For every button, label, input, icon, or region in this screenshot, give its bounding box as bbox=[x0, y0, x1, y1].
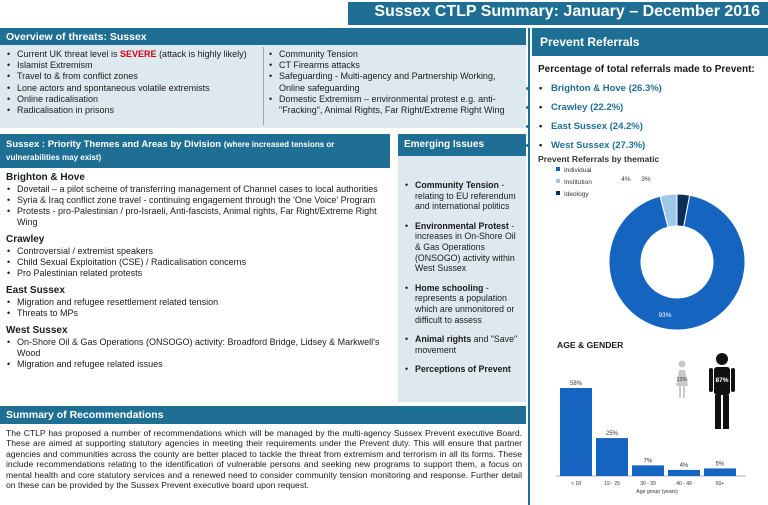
male-arm-left bbox=[709, 368, 713, 392]
legend-swatch-institution bbox=[556, 179, 560, 183]
male-arm-right bbox=[731, 368, 735, 392]
age-bar bbox=[632, 465, 664, 476]
emerging-header: Emerging Issues bbox=[398, 134, 526, 156]
division-list bbox=[6, 297, 386, 319]
division-block bbox=[6, 234, 386, 279]
legend-label-ideology: Ideology bbox=[564, 191, 589, 198]
division-block bbox=[6, 325, 386, 370]
referrals-header: Prevent Referrals bbox=[532, 28, 768, 56]
overview-item-text: Current UK threat level is bbox=[17, 49, 121, 59]
age-tick-label: 40 - 49 bbox=[676, 481, 692, 487]
emerging-item bbox=[404, 180, 521, 212]
overview-panel bbox=[0, 28, 526, 128]
recommendations-header: Summary of Recommendations bbox=[0, 406, 526, 424]
overview-item-text: Radicalisation in prisons bbox=[17, 105, 115, 116]
thematic-donut-chart bbox=[532, 160, 768, 335]
overview-left-list bbox=[6, 49, 261, 116]
male-leg-left bbox=[715, 395, 721, 429]
recommendations-text: The CTLP has proposed a number of recommendations which will be managed by the multi-agency Sussex Prevent executive Board. These are aimed at supporting statutory agencies in meeting their requirements under the Prevent duty. This will ensure that partner agencies and communities across the county are better placed to tackle the threat from extremism and terrorism in all its forms. These include recommendations relating to the identification of vulnerable persons and seeking new programs to support them, a focus on mental health and core statutory services and a renewed need to consider community tension monitoring and response. Further detail on these can be provided by the Sussex Prevent executive board upon request. bbox=[6, 428, 522, 491]
overview-divider bbox=[263, 47, 264, 125]
division-name: West Sussex bbox=[6, 325, 68, 336]
overview-item bbox=[6, 105, 261, 116]
male-head bbox=[716, 353, 728, 365]
overview-item: • Community Tension bbox=[268, 49, 520, 60]
title-bar bbox=[0, 0, 768, 27]
division-name: Crawley bbox=[6, 234, 45, 245]
overview-item bbox=[6, 49, 261, 60]
age-bar bbox=[704, 468, 736, 476]
division-item: • Syria & Iraq conflict zone travel - continuing engagement through the 'One Voice' Program bbox=[6, 195, 386, 206]
referrals-subtitle: Percentage of total referrals made to Prevent: bbox=[538, 64, 755, 75]
division-block bbox=[6, 285, 386, 319]
female-leg-left bbox=[679, 386, 681, 398]
division-list bbox=[6, 184, 386, 228]
age-bar-label: 5% bbox=[715, 461, 725, 468]
male-figure-icon bbox=[709, 353, 735, 429]
overview-item-text: (attack is highly likely) bbox=[156, 49, 247, 59]
donut-label-institution: 4% bbox=[621, 176, 631, 183]
emerging-item-text: - increases in On-Shore Oil & Gas Operations (ONSOGO) activity within West Sussex bbox=[415, 220, 516, 274]
overview-item: • Domestic Extremism – environmental protest e.g. anti-"Fracking", Animal Rights, Far Right/Extreme Right Wing bbox=[268, 94, 520, 116]
age-bar-label: 58% bbox=[569, 381, 583, 387]
legend-label-individual: Individual bbox=[564, 167, 592, 174]
division-name: Brighton & Hove bbox=[6, 172, 85, 183]
age-x-axis-label: Age group (years) bbox=[636, 489, 678, 495]
age-bar-label: 25% bbox=[605, 431, 619, 438]
division-list bbox=[6, 337, 386, 370]
division-item: • Dovetail – a pilot scheme of transferring management of Channel cases to local authorities bbox=[6, 184, 386, 195]
emerging-item bbox=[404, 364, 521, 375]
age-bar-chart bbox=[532, 350, 768, 505]
overview-item-text: Travel to & from conflict zones bbox=[17, 71, 138, 82]
division-item: • Migration and refugee related issues bbox=[6, 359, 386, 370]
emerging-list bbox=[404, 180, 521, 384]
emerging-item-text: - represents a population which are unmonitored or difficult to assess bbox=[415, 282, 515, 325]
age-tick-label: 50+ bbox=[715, 481, 725, 487]
age-bar bbox=[668, 470, 700, 476]
overview-item bbox=[6, 71, 261, 82]
referral-area: • • Crawley (22.2%) bbox=[538, 98, 662, 117]
priority-header bbox=[0, 134, 390, 168]
division-list bbox=[6, 246, 386, 279]
referrals-area-list bbox=[538, 79, 662, 155]
emerging-item-title: Animal rights bbox=[415, 334, 472, 345]
female-percent: 13% bbox=[676, 377, 688, 383]
overview-right-list bbox=[268, 49, 520, 116]
emerging-item-text: - relating to EU referendum and international politics bbox=[415, 180, 516, 212]
female-leg-right bbox=[683, 386, 685, 398]
overview-item bbox=[6, 94, 261, 105]
male-leg-right bbox=[723, 395, 729, 429]
age-bar bbox=[560, 388, 592, 476]
emerging-panel bbox=[398, 134, 526, 402]
overview-item bbox=[6, 60, 261, 71]
overview-item: • Safeguarding - Multi-agency and Partnership Working, Online safeguarding bbox=[268, 71, 520, 93]
thematic-chart-title: Prevent Referrals by thematic bbox=[538, 154, 660, 164]
age-tick-label: 30 - 39 bbox=[640, 481, 656, 487]
division-name: East Sussex bbox=[6, 285, 65, 296]
emerging-item bbox=[404, 221, 521, 274]
priority-header-title: Sussex : Priority Themes and Areas by Division bbox=[6, 139, 222, 150]
legend-label-institution: Institution bbox=[564, 179, 592, 186]
age-tick-label: 19 - 29 bbox=[604, 481, 620, 487]
division-item: • Controversial / extremist speakers bbox=[6, 246, 386, 257]
threat-level-severe: SEVERE bbox=[120, 49, 157, 59]
division-item: • Threats to MPs bbox=[6, 308, 386, 319]
priority-header-note: (where increased tensions or vulnerabilities may exist) bbox=[6, 140, 335, 162]
male-percent: 87% bbox=[715, 377, 729, 384]
emerging-item-text: and "Save" movement bbox=[415, 334, 518, 355]
age-tick-label: < 18 bbox=[571, 481, 581, 487]
donut-label-ideology: 3% bbox=[641, 176, 651, 183]
legend-swatch-ideology bbox=[556, 191, 560, 195]
referral-area: • • West Sussex (27.3%) bbox=[538, 136, 662, 155]
referral-area: • • East Sussex (24.2%) bbox=[538, 117, 662, 136]
overview-item-text: Lone actors and spontaneous volatile extremists bbox=[17, 82, 210, 93]
emerging-item-title: Home schooling bbox=[415, 282, 484, 293]
overview-item-text: Islamist Extremism bbox=[17, 60, 93, 71]
emerging-item-title: Community Tension bbox=[415, 180, 499, 190]
emerging-item-title: Perceptions of Prevent bbox=[415, 364, 511, 375]
age-bar-label: 4% bbox=[679, 462, 689, 469]
donut-label-individual: 93% bbox=[658, 312, 672, 319]
age-chart-title: AGE & GENDER bbox=[557, 340, 624, 350]
legend-swatch-individual bbox=[556, 167, 560, 171]
division-item: • Child Sexual Exploitation (CSE) / Radicalisation concerns bbox=[6, 257, 386, 268]
page-title: Sussex CTLP Summary: January – December 2016 bbox=[374, 3, 760, 20]
division-item: • Pro Palestinian related protests bbox=[6, 268, 386, 279]
overview-header: Overview of threats: Sussex bbox=[0, 28, 526, 45]
referral-area: • • Brighton & Hove (26.3%) bbox=[538, 79, 662, 98]
recommendations-panel bbox=[0, 406, 526, 505]
overview-item-text: Online radicalisation bbox=[17, 93, 99, 104]
division-item: • On-Shore Oil & Gas Operations (ONSOGO) activity: Broadford Bridge, Lidsey & Markwell's Wood bbox=[6, 337, 386, 359]
overview-item: • CT Firearms attacks bbox=[268, 60, 520, 71]
division-item: • Protests - pro-Palestinian / pro-Israeli, Anti-fascists, Animal rights, Far Right/Extreme Right Wing bbox=[6, 206, 386, 228]
division-item: • Migration and refugee resettlement related tension bbox=[6, 297, 386, 308]
age-bar bbox=[596, 438, 628, 476]
age-bar-label: 7% bbox=[643, 458, 653, 465]
emerging-item-title: Environmental Protest bbox=[415, 220, 509, 231]
emerging-item bbox=[404, 334, 521, 355]
female-head bbox=[679, 361, 686, 368]
priority-panel bbox=[0, 134, 390, 402]
priority-divisions bbox=[6, 172, 386, 376]
division-block bbox=[6, 172, 386, 228]
emerging-item bbox=[404, 283, 521, 325]
overview-item bbox=[6, 83, 261, 94]
